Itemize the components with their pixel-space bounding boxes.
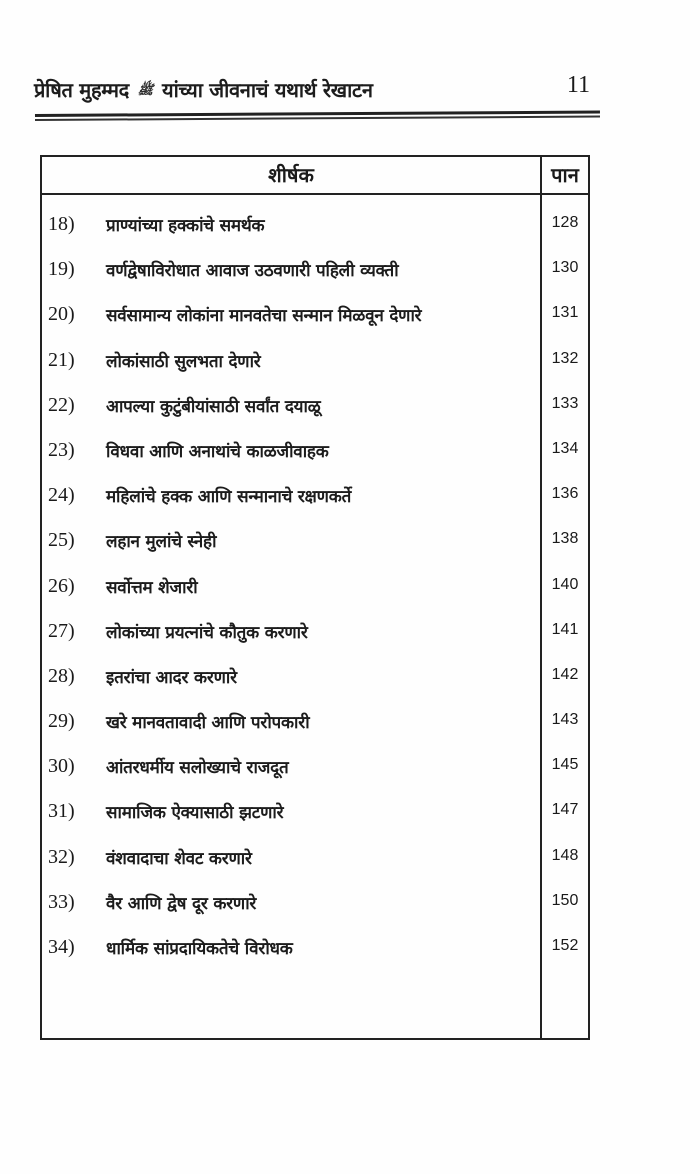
book-title-part-2: यांच्या जीवनाचं यथार्थ रेखाटन [162, 78, 373, 102]
toc-row [42, 745, 588, 790]
entry-title: लोकांच्या प्रयत्नांचे कौतुक करणारे [106, 622, 308, 643]
toc-row [42, 881, 588, 926]
book-title [34, 76, 373, 104]
running-head [34, 72, 594, 112]
entry-page: 140 [551, 575, 579, 593]
entry-page: 128 [551, 214, 579, 231]
honorific-calligraphy-icon: ﷺ [137, 83, 154, 98]
entry-page: 147 [551, 801, 579, 819]
entry-title: आंतरधर्मीय सलोख्याचे राजदूत [106, 758, 289, 779]
entry-number: 20) [48, 303, 75, 326]
entry-page: 143 [551, 711, 579, 729]
toc-row [42, 474, 588, 519]
entry-title: खरे मानवतावादी आणि परोपकारी [106, 713, 310, 734]
toc-rows [42, 195, 588, 971]
toc-row [42, 293, 588, 338]
entry-title: धार्मिक सांप्रदायिकतेचे विरोधक [106, 939, 293, 959]
entry-title: लहान मुलांचे स्नेही [106, 532, 217, 553]
entry-title: विधवा आणि अनाथांचे काळजीवाहक [106, 441, 329, 462]
toc-row [42, 339, 588, 384]
entry-page: 141 [551, 620, 579, 638]
entry-number: 32) [48, 845, 75, 868]
header-title-column: शीर्षक [268, 163, 314, 187]
entry-title: सर्वोत्तम शेजारी [106, 577, 198, 598]
table-of-contents [40, 155, 590, 1040]
entry-title: लोकांसाठी सुलभता देणारे [106, 351, 261, 372]
entry-page: 142 [551, 665, 579, 683]
entry-number: 28) [48, 664, 75, 687]
entry-number: 31) [48, 800, 75, 823]
entry-number: 26) [48, 574, 75, 597]
entry-page: 130 [551, 259, 579, 277]
entry-number: 29) [48, 710, 75, 733]
toc-row [42, 248, 588, 293]
entry-title: वर्णद्वेषाविरोधात आवाज उठवणारी पहिली व्यक्ती [106, 261, 399, 282]
entry-page: 131 [551, 304, 579, 322]
entry-title: महिलांचे हक्क आणि सन्मानाचे रक्षणकर्ते [106, 487, 352, 508]
entry-title: वंशवादाचा शेवट करणारे [106, 848, 252, 869]
entry-number: 24) [48, 484, 75, 507]
entry-title: सामाजिक ऐक्यासाठी झटणारे [106, 803, 284, 824]
toc-row [42, 926, 588, 971]
header-page-column: पान [551, 163, 579, 187]
toc-row [42, 384, 588, 429]
entry-number: 27) [48, 619, 75, 642]
toc-row [42, 790, 588, 835]
toc-row [42, 700, 588, 745]
entry-number: 19) [48, 258, 75, 281]
toc-row [42, 203, 588, 248]
toc-row [42, 655, 588, 700]
book-title-part-1: प्रेषित मुहम्मद [34, 78, 129, 102]
entry-title: सर्वसामान्य लोकांना मानवतेचा सन्मान मिळवून देणारे [106, 306, 422, 327]
page-number: 11 [566, 72, 590, 98]
entry-number: 21) [48, 348, 75, 371]
entry-title: प्राण्यांच्या हक्कांचे समर्थक [106, 216, 265, 236]
entry-title: आपल्या कुटुंबीयांसाठी सर्वांत दयाळू [106, 396, 321, 417]
entry-number: 22) [48, 393, 75, 416]
entry-number: 34) [48, 936, 75, 958]
entry-page: 138 [551, 530, 579, 548]
entry-page: 132 [551, 349, 579, 367]
entry-number: 30) [48, 755, 75, 778]
entry-number: 18) [48, 213, 75, 235]
entry-page: 133 [551, 394, 579, 412]
header-double-rule [35, 111, 600, 122]
entry-page: 152 [551, 937, 579, 954]
entry-page: 150 [551, 891, 579, 909]
toc-header-row [42, 157, 588, 195]
toc-row [42, 610, 588, 655]
toc-row [42, 429, 588, 474]
entry-page: 136 [551, 485, 579, 503]
entry-title: वैर आणि द्वेष दूर करणारे [106, 893, 257, 914]
entry-page: 148 [551, 846, 579, 864]
entry-title: इतरांचा आदर करणारे [106, 667, 237, 688]
toc-row [42, 836, 588, 881]
entry-page: 145 [551, 756, 579, 774]
entry-number: 23) [48, 438, 75, 461]
toc-row [42, 565, 588, 610]
entry-number: 33) [48, 890, 75, 913]
entry-page: 134 [551, 439, 579, 457]
toc-row [42, 519, 588, 564]
entry-number: 25) [48, 529, 75, 552]
